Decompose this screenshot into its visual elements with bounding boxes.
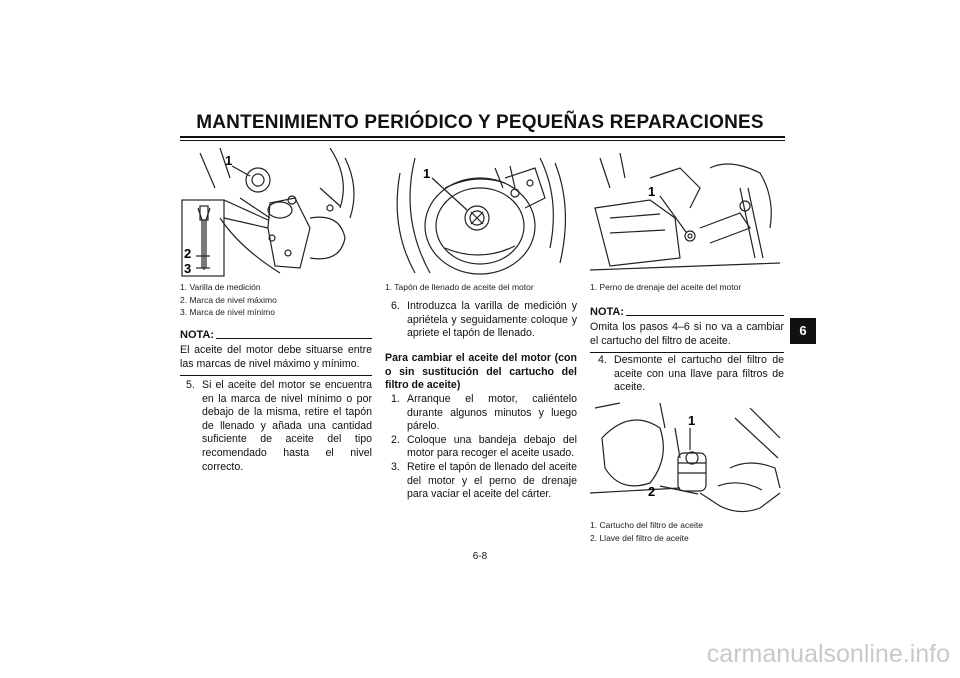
- step-number: 1.: [391, 393, 400, 405]
- nota-title: NOTA:: [180, 329, 215, 341]
- nota-block: [590, 306, 784, 353]
- figure-captions: [180, 281, 370, 319]
- chapter-tab: 6: [790, 318, 816, 344]
- step-number: 5.: [186, 379, 195, 391]
- step-2: [391, 434, 577, 461]
- oil-filter-illustration: [590, 398, 782, 516]
- callout-3: 3: [184, 261, 192, 276]
- callout-2: 2: [184, 246, 192, 261]
- nota-heading: [590, 306, 784, 318]
- oil-filler-cap-illustration: [385, 148, 577, 278]
- callout-1: 1: [423, 166, 431, 181]
- callout-1: 1: [688, 413, 696, 428]
- step-6: [391, 300, 577, 341]
- header-rule-thin: [180, 140, 785, 141]
- nota-text: Omita los pasos 4–6 si no va a cambiar el cartucho del filtro de aceite.: [590, 321, 784, 347]
- step-number: 6.: [391, 300, 400, 312]
- step-number: 3.: [391, 460, 400, 473]
- figure-captions: [590, 281, 782, 294]
- step-text: Desmonte el cartucho del filtro de aceite con una llave para filtros de aceite.: [614, 354, 784, 394]
- steps-list: [391, 393, 577, 502]
- caption-3: 3. Marca de nivel mínimo: [180, 307, 275, 317]
- header-rule: [180, 136, 785, 138]
- caption-1: 1. Varilla de medición: [180, 282, 261, 292]
- step-5: [186, 379, 372, 474]
- caption-1: 1. Perno de drenaje del aceite del motor: [590, 282, 742, 292]
- nota-text: El aceite del motor debe situarse entre las marcas de nivel máximo y mínimo.: [180, 344, 372, 370]
- caption-2: 2. Llave del filtro de aceite: [590, 532, 689, 543]
- section-subheading: Para cambiar el aceite del motor (con o sin sustitución del cartucho del filtro de aceite): [385, 352, 577, 392]
- step-4: [598, 354, 784, 395]
- nota-block: [180, 329, 372, 376]
- step-3: [391, 461, 577, 502]
- step-number: 2.: [391, 433, 400, 446]
- drain-bolt-illustration: [590, 148, 782, 278]
- callout-2: 2: [648, 484, 656, 499]
- step-text: Coloque una bandeja debajo del motor para recoger el aceite usado.: [407, 433, 577, 460]
- step-text: Arranque el motor, caliéntelo durante algunos minutos y luego párelo.: [407, 393, 577, 433]
- dipstick-illustration: [180, 148, 370, 278]
- step-number: 4.: [598, 354, 607, 366]
- nota-heading: [180, 329, 372, 341]
- caption-1: 1. Cartucho del filtro de aceite: [590, 520, 703, 530]
- callout-1: 1: [225, 153, 233, 168]
- step-text: Si el aceite del motor se encuentra en la marca de nivel mínimo o por debajo de la misma, retire el tapón de llenado y añada una cantidad suficiente de aceite del tipo recomendado hasta el nivel correcto.: [202, 379, 372, 473]
- step-text: Introduzca la varilla de medición y apriétela y seguidamente coloque y apriete el tapón de llenado.: [407, 300, 577, 340]
- step-text: Retire el tapón de llenado del aceite del motor y el perno de drenaje para vaciar el aceite del cárter.: [407, 460, 577, 501]
- watermark: carmanualsonline.info: [706, 640, 950, 668]
- caption-1: 1. Tapón de llenado de aceite del motor: [385, 282, 534, 292]
- page-number: 6-8: [472, 551, 488, 562]
- nota-rule: [180, 375, 372, 376]
- nota-title: NOTA:: [590, 306, 625, 318]
- step-1: [391, 393, 577, 434]
- caption-2: 2. Marca de nivel máximo: [180, 294, 277, 305]
- callout-1: 1: [648, 184, 656, 199]
- figure-captions: [385, 281, 577, 294]
- page-title: MANTENIMIENTO PERIÓDICO Y PEQUEÑAS REPARACIONES: [196, 112, 764, 133]
- figure-captions: [590, 519, 782, 544]
